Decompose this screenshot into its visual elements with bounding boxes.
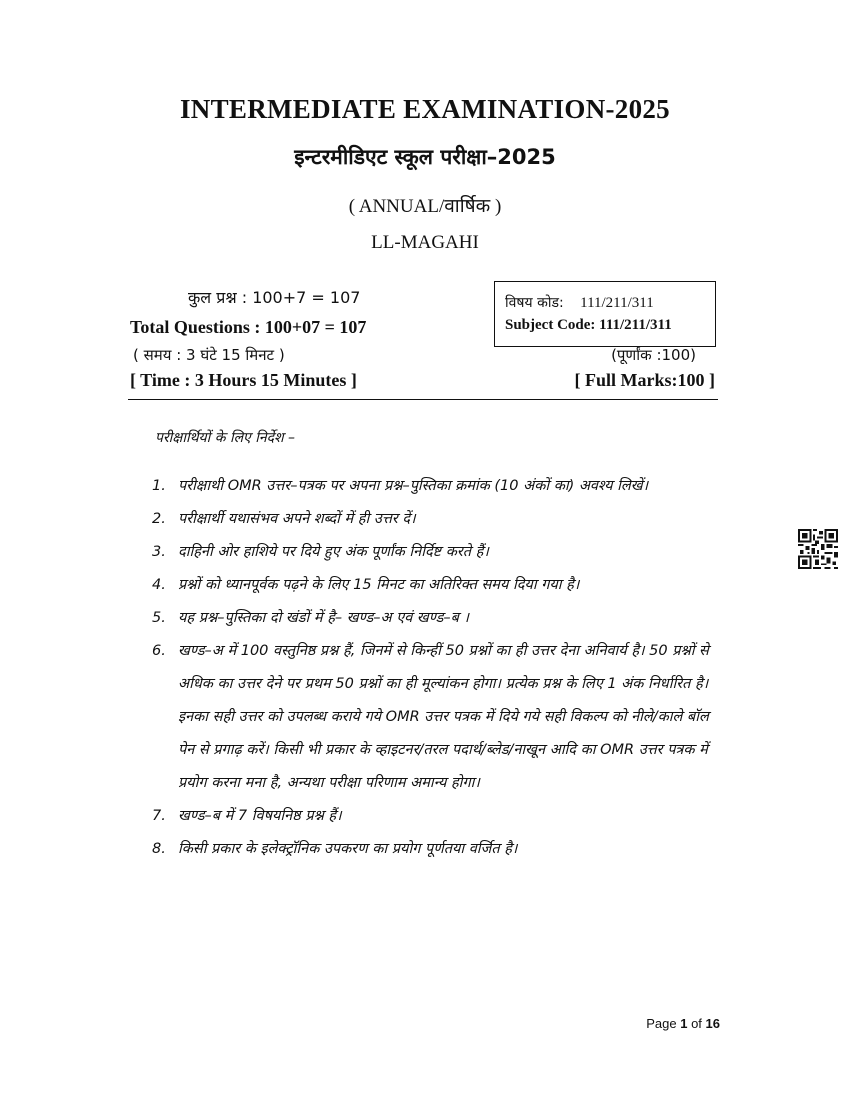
time-allowed: [ Time : 3 Hours 15 Minutes ] bbox=[130, 370, 357, 390]
full-marks: [ Full Marks:100 ] bbox=[574, 370, 715, 390]
subject-code-label-hindi: विषय कोड: bbox=[505, 295, 564, 311]
instruction-number: 7. bbox=[152, 808, 166, 824]
full-marks-hindi: (पूर्णांक :100) bbox=[611, 346, 696, 364]
header-divider bbox=[128, 399, 718, 400]
subject-code-value-hindi: 111/211/311 bbox=[580, 295, 654, 311]
instruction-item bbox=[152, 503, 722, 536]
time-hindi: ( समय : 3 घंटे 15 मिनट ) bbox=[133, 346, 285, 364]
subject-name: LL-MAGAHI bbox=[371, 232, 479, 253]
instruction-text: यह प्रश्न–पुस्तिका दो खंडों में है– खण्ड–अ एवं खण्ड–ब । bbox=[178, 610, 470, 626]
instruction-text: परीक्षार्थी यथासंभव अपने शब्दों में ही उत्तर दें। bbox=[178, 511, 416, 527]
page-number bbox=[646, 1016, 720, 1031]
instruction-text: परीक्षाथी OMR उत्तर–पत्रक पर अपना प्रश्न–पुस्तिका क्रमांक (10 अंकों का) अवश्य लिखें। bbox=[178, 478, 649, 494]
instruction-number: 4. bbox=[152, 577, 166, 593]
instructions-heading: परीक्षार्थियों के लिए निर्देश – bbox=[155, 430, 296, 446]
instruction-text: किसी प्रकार के इलेक्ट्रॉनिक उपकरण का प्रयोग पूर्णतया वर्जित है। bbox=[178, 841, 518, 857]
page-total: 16 bbox=[705, 1016, 720, 1031]
exam-title: INTERMEDIATE EXAMINATION-2025 bbox=[180, 94, 670, 124]
instruction-item bbox=[152, 635, 722, 800]
subject-code-label: Subject Code: bbox=[505, 317, 596, 333]
exam-title-hindi: इन्टरमीडिएट स्कूल परीक्षा–2025 bbox=[294, 145, 556, 169]
page-label: Page bbox=[646, 1016, 677, 1031]
instruction-text: खण्ड–अ में 100 वस्तुनिष्ठ प्रश्न हैं, जिनमें से किन्हीं 50 प्रश्नों का ही उत्तर देना अनिवार्य है। 50 प्रश्नों से अधिक का उत्तर देने पर प्रथम 50 प्रश्नों का ही मूल्यांकन होगा। प्रत्येक प्रश्न के लिए 1 अंक निर्धारित है। इनका सही उत्तर को उपलब्ध कराये गये OMR उत्तर पत्रक में दिये गये सही विकल्प को नीले/काले बॉल पेन से प्रगाढ़ करें। किसी भी प्रकार के व्हाइटनर/तरल पदार्थ/ब्लेड/नाखून आदि का OMR उत्तर पत्रक में प्रयोग करना मना है, अन्यथा परीक्षा परिणाम अमान्य होगा। bbox=[178, 643, 709, 791]
instruction-item bbox=[152, 569, 722, 602]
qr-code-icon bbox=[798, 529, 838, 569]
subject-code-hindi bbox=[505, 293, 654, 312]
instruction-number: 6. bbox=[152, 643, 166, 659]
instruction-number: 8. bbox=[152, 841, 166, 857]
instruction-item bbox=[152, 470, 722, 503]
subject-code-value: 111/211/311 bbox=[599, 317, 672, 333]
instructions-list bbox=[152, 470, 722, 866]
instruction-item bbox=[152, 536, 722, 569]
page-current: 1 bbox=[680, 1016, 688, 1031]
instruction-item bbox=[152, 800, 722, 833]
instruction-text: दाहिनी ओर हाशिये पर दिये हुए अंक पूर्णांक निर्दिष्ट करते हैं। bbox=[178, 544, 489, 560]
instruction-number: 3. bbox=[152, 544, 166, 560]
instruction-number: 5. bbox=[152, 610, 166, 626]
subject-code-box bbox=[494, 281, 716, 347]
instruction-item bbox=[152, 602, 722, 635]
instruction-number: 1. bbox=[152, 478, 166, 494]
page-of-label: of bbox=[691, 1016, 702, 1031]
instruction-text: खण्ड–ब में 7 विषयनिष्ठ प्रश्न हैं। bbox=[178, 808, 342, 824]
exam-type: ( ANNUAL/वार्षिक ) bbox=[348, 196, 502, 217]
total-questions: Total Questions : 100+07 = 107 bbox=[130, 317, 367, 337]
subject-code bbox=[505, 317, 672, 334]
instruction-item bbox=[152, 833, 722, 866]
total-questions-hindi: कुल प्रश्न : 100+7 = 107 bbox=[188, 288, 361, 307]
instruction-text: प्रश्नों को ध्यानपूर्वक पढ़ने के लिए 15 मिनट का अतिरिक्त समय दिया गया है। bbox=[178, 577, 580, 593]
instruction-number: 2. bbox=[152, 511, 166, 527]
